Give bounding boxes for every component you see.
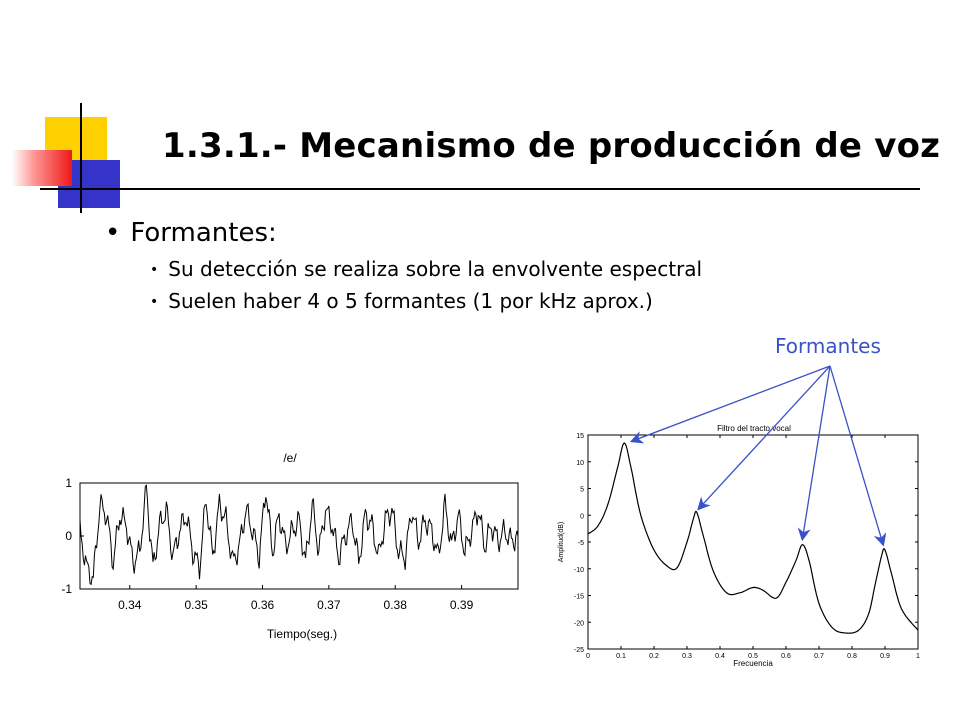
bullet-main-text: Formantes: [130,218,277,248]
bullet-sub-1: • Su detección se realiza sobre la envolvente espectral [150,257,703,281]
waveform-xtick-label: 0.39 [449,598,474,612]
filter-ytick-label: 0 [580,513,584,521]
filter-xlabel: Frecuencia [733,659,773,668]
filter-ytick-label: 10 [576,459,584,467]
filter-ytick-label: -20 [573,620,584,628]
waveform-xtick-label: 0.38 [383,598,407,612]
filter-ytick-label: -15 [573,593,584,601]
filter-xtick-label: 0.4 [715,653,725,660]
waveform-ytick-label: 1 [65,476,72,490]
waveform-ytick-label: 0 [65,529,72,543]
filter-ytick-label: -5 [577,540,584,547]
filter-xtick-label: 1 [916,653,920,660]
waveform-title: /e/ [283,451,297,465]
bullet-sub-1-text: Su detección se realiza sobre la envolvente espectral [168,257,703,281]
filter-xtick-label: 0.3 [682,653,692,660]
filter-title: Filtro del tracto vocal [717,424,791,433]
filter-xtick-label: 0.8 [847,653,857,660]
waveform-xtick-label: 0.36 [250,598,275,612]
bullet-sub-2-text: Suelen haber 4 o 5 formantes (1 por kHz aprox.) [168,289,653,313]
bullet-main: • Formantes: [105,218,277,248]
filter-xtick-label: 0.6 [781,653,791,660]
waveform-ytick-label: -1 [61,582,72,596]
filter-xtick-label: 0.9 [880,653,890,660]
formantes-callout-label: Formantes [775,334,881,358]
formant-arrow [830,366,883,544]
filter-ylabel: Amplitud(dB) [558,521,565,563]
waveform-xtick-label: 0.37 [317,598,341,612]
waveform-xtick-label: 0.35 [184,598,208,612]
filter-xtick-label: 0.2 [649,653,659,660]
filter-xtick-label: 0.5 [748,653,758,660]
waveform-xtick-label: 0.34 [118,598,142,612]
filter-ytick-label: 15 [576,433,584,440]
waveform-xlabel: Tiempo(seg.) [266,627,338,641]
filter-xtick-label: 0.1 [616,653,626,660]
filter-ytick-label: -10 [573,566,584,574]
page-title: 1.3.1.- Mecanismo de producción de voz [162,126,941,166]
filter-ytick-label: 5 [580,486,584,494]
formant-arrow [632,366,830,441]
filter-ytick-label: -25 [573,647,584,654]
filter-xtick-label: 0 [586,653,590,660]
filter-xtick-label: 0.7 [814,653,824,660]
bullet-sub-2: • Suelen haber 4 o 5 formantes (1 por kHz aprox.) [150,289,653,313]
